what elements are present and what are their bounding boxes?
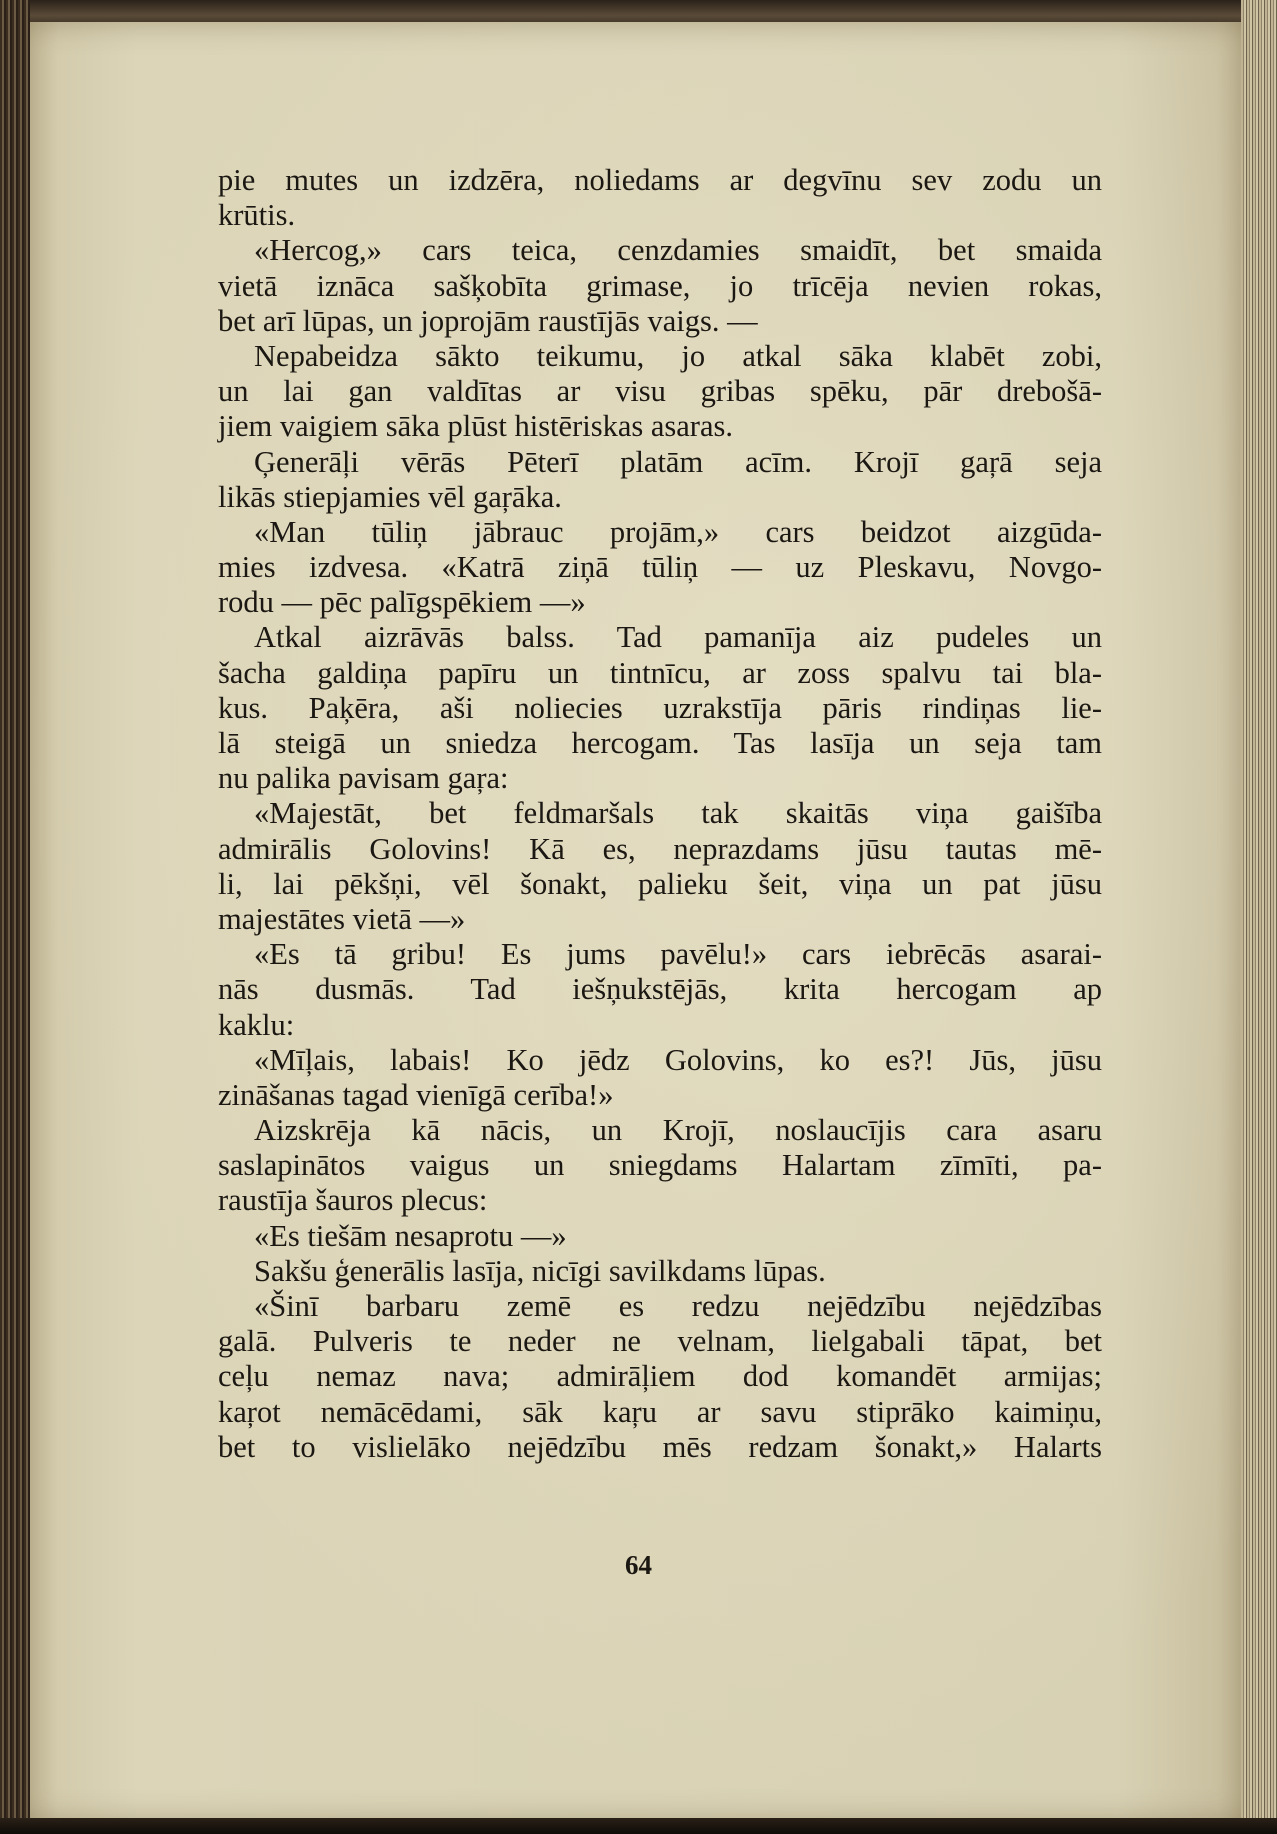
text-line: majestātes vietā —» [218,901,466,936]
text-line: «Es tā gribu! Es jums pavēlu!» cars iebrēcās asarai- [254,937,1102,972]
text-line: pie mutes un izdzēra, noliedams ar degvīnu sev zodu un [218,163,1102,197]
text-line: vietā iznāca sašķobīta grimase, jo trīcēja nevien rokas, [218,268,1102,303]
text-line: nās dusmās. Tad iešņukstējās, krita hercogam ap [218,972,1102,1007]
text-line: «Šinī barbaru zemē es redzu nejēdzību nejēdzības [254,1289,1102,1323]
text-line: zināšanas tagad vienīgā cerība!» [218,1077,614,1112]
text-line: «Man tūliņ jābrauc projām,» cars beidzot aizgūda- [254,514,1102,549]
text-line: kaklu: [218,1007,295,1042]
text-line: nu palika pavisam gaŗa: [218,761,509,796]
text-line: bet arī lūpas, un joprojām raustījās vaigs. — [218,303,758,338]
text-line: «Es tiešām nesaprotu —» [254,1218,567,1253]
text-line: Sakšu ģenerālis lasīja, nicīgi savilkdams lūpas. [254,1253,826,1288]
text-line: kaŗot nemācēdami, sāk kaŗu ar savu stiprāko kaimiņu, [218,1394,1102,1429]
page-number: 64 [625,1550,652,1580]
text-line: raustīja šauros plecus: [218,1183,488,1218]
text-line: krūtis. [218,198,296,233]
text-line: saslapinātos vaigus un sniegdams Halartam zīmīti, pa- [218,1148,1102,1183]
text-line: un lai gan valdītas ar visu gribas spēku, pār drebošā- [218,374,1102,409]
text-line: rodu — pēc palīgspēkiem —» [218,585,586,620]
text-line: li, lai pēkšņi, vēl šonakt, palieku šeit, viņa un pat jūsu [218,866,1102,901]
text-line: Ģenerāļi vērās Pēterī platām acīm. Krojī gaŗā seja [254,444,1102,479]
text-line: kus. Paķēra, aši noliecies uzrakstīja pāris rindiņas lie- [218,690,1102,725]
text-line: admirālis Golovins! Kā es, neprazdams jūsu tautas mē- [218,831,1102,866]
text-line: ceļu nemaz nava; admirāļiem dod komandēt armijas; [218,1359,1102,1394]
text-line: «Mīļais, labais! Ko jēdz Golovins, ko es?! Jūs, jūsu [254,1042,1102,1077]
text-line: bet to vislielāko nejēdzību mēs redzam šonakt,» Halarts [218,1429,1102,1464]
page-text-block [218,163,1102,1465]
text-line: Atkal aizrāvās balss. Tad pamanīja aiz pudeles un [254,620,1102,655]
text-line: lā steigā un sniedza hercogam. Tas lasīja un seja tam [218,726,1102,760]
text-line: «Majestāt, bet feldmaršals tak skaitās viņa gaišība [254,796,1102,831]
text-line: «Hercog,» cars teica, cenzdamies smaidīt, bet smaida [254,233,1102,268]
text-line: likās stiepjamies vēl gaŗāka. [218,479,562,514]
text-line: mies izdvesa. «Katrā ziņā tūliņ — uz Pleskavu, Novgo- [218,550,1102,585]
text-line: Nepabeidza sākto teikumu, jo atkal sāka klabēt zobi, [254,338,1102,373]
text-line: galā. Pulveris te neder ne velnam, lielgabali tāpat, bet [218,1324,1102,1359]
book-bottom-edge [0,1818,1277,1834]
text-line: šacha galdiņa papīru un tintnīcu, ar zoss spalvu tai bla- [218,655,1102,690]
text-line: jiem vaigiem sāka plūst histēriskas asaras. [218,409,733,444]
text-line: Aizskrēja kā nācis, un Krojī, noslaucījis cara asaru [254,1113,1102,1148]
